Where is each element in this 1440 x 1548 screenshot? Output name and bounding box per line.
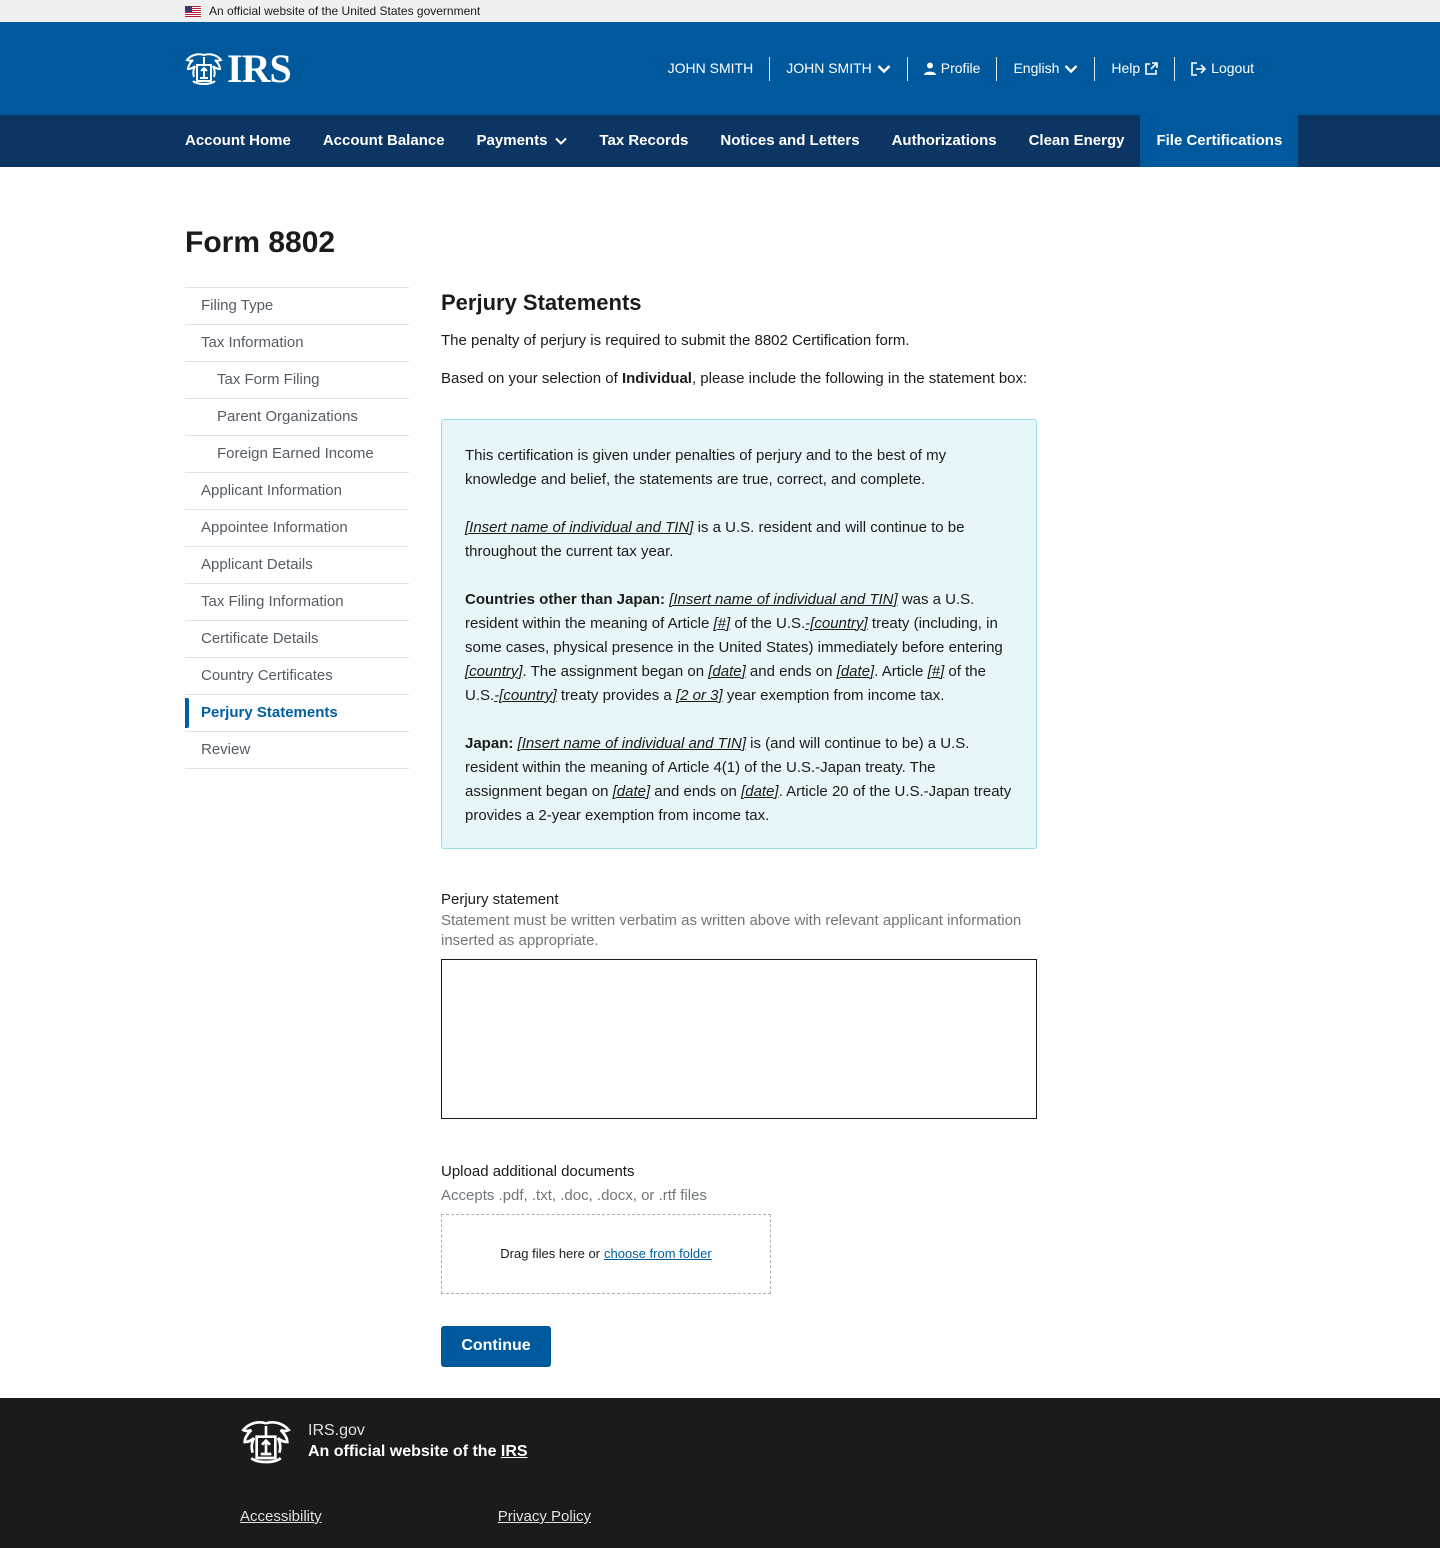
placeholder-years: [2 or 3] xyxy=(675,686,723,704)
chevron-down-icon xyxy=(1064,64,1078,74)
nav-label: Account Home xyxy=(185,131,291,149)
nav-authorizations[interactable] xyxy=(876,115,1013,167)
us-flag-icon xyxy=(185,6,201,17)
page-title: Form 8802 xyxy=(185,226,336,259)
site-header xyxy=(0,22,1440,115)
footer-official-prefix: An official website of the xyxy=(308,1443,501,1460)
sidenav-label: Applicant Information xyxy=(201,481,342,499)
sidenav-item-tax-filing-information[interactable] xyxy=(185,584,409,621)
placeholder-date: [date] xyxy=(741,782,779,800)
profile-link[interactable] xyxy=(907,57,997,81)
nav-account-balance[interactable] xyxy=(307,115,461,167)
sidenav-item-applicant-details[interactable] xyxy=(185,547,409,584)
nav-label: Clean Energy xyxy=(1028,131,1125,149)
statement-heading: Japan: xyxy=(465,734,514,752)
statement-text: is a U.S. resident and will continue to be throughout the current tax year. xyxy=(465,518,965,560)
nav-label: Payments xyxy=(476,131,548,149)
selection-text xyxy=(441,368,1037,391)
main-nav xyxy=(0,115,1440,167)
chevron-down-icon xyxy=(555,137,567,145)
selection-prefix: Based on your selection of xyxy=(441,370,622,388)
statement-template-callout xyxy=(441,419,1037,849)
nav-label: Authorizations xyxy=(891,131,997,149)
site-footer xyxy=(0,1398,1440,1548)
section-title: Perjury Statements xyxy=(441,290,642,315)
language-dropdown[interactable] xyxy=(996,57,1094,81)
sidenav-label: Perjury Statements xyxy=(201,703,338,721)
dropzone-text: Drag files here or xyxy=(500,1245,601,1261)
sidenav-label: Applicant Details xyxy=(201,555,313,573)
nav-payments[interactable] xyxy=(461,115,584,167)
statement-text: of the U.S. xyxy=(730,614,806,632)
placeholder-country: -[country] xyxy=(805,614,868,632)
logout-icon xyxy=(1191,62,1206,76)
nav-clean-energy[interactable] xyxy=(1013,115,1141,167)
footer-privacy-link[interactable]: Privacy Policy xyxy=(497,1508,592,1525)
statement-text: . The assignment began on xyxy=(522,662,709,680)
nav-notices-letters[interactable] xyxy=(704,115,875,167)
statement-text: is (and will continue to be) a U.S. resident within the meaning of Article 4(1) of the U.S.-Japan treaty. The assignment began on xyxy=(465,734,970,800)
sidenav-item-foreign-earned-income[interactable] xyxy=(185,436,409,473)
sidenav-item-country-certificates[interactable] xyxy=(185,658,409,695)
placeholder-date: [date] xyxy=(708,662,746,680)
nav-file-certifications[interactable] xyxy=(1140,115,1298,167)
language-label: English xyxy=(1013,60,1060,76)
main-form xyxy=(441,285,1037,1367)
sidenav-label: Tax Information xyxy=(201,333,304,351)
statement-paragraph-japan xyxy=(465,732,1013,828)
intro-text: The penalty of perjury is required to submit the 8802 Certification form. xyxy=(441,331,910,349)
sidenav-label: Tax Filing Information xyxy=(201,592,344,610)
statement-text: year exemption from income tax. xyxy=(722,686,945,704)
sidenav-item-parent-organizations[interactable] xyxy=(185,399,409,436)
nav-tax-records[interactable] xyxy=(583,115,704,167)
user-name-link[interactable] xyxy=(652,57,770,81)
footer-site-name: IRS.gov xyxy=(308,1422,365,1440)
person-icon xyxy=(924,62,936,75)
utility-nav xyxy=(652,57,1254,81)
sidenav-label: Filing Type xyxy=(201,296,274,314)
placeholder-article: [#] xyxy=(927,662,945,680)
selection-value: Individual xyxy=(621,370,692,388)
footer-brand-text xyxy=(308,1421,528,1463)
placeholder-country: [country] xyxy=(465,662,523,680)
statement-paragraph-non-japan xyxy=(465,588,1013,708)
logo-text: IRS xyxy=(227,45,291,91)
logout-label: Logout xyxy=(1211,60,1254,76)
side-nav xyxy=(185,287,409,769)
statement-text: and ends on xyxy=(650,782,742,800)
help-link[interactable] xyxy=(1094,57,1174,81)
nav-label: File Certifications xyxy=(1156,131,1283,149)
external-link-icon xyxy=(1145,62,1158,75)
statement-paragraph-general: This certification is given under penalties of perjury and to the best of my knowledge and belief, the statements are true, correct, and complete. xyxy=(465,446,947,488)
profile-label: Profile xyxy=(940,60,981,76)
footer-links xyxy=(240,1506,591,1529)
perjury-statement-label: Perjury statement xyxy=(441,890,559,908)
sidenav-label: Appointee Information xyxy=(201,518,348,536)
chevron-down-icon xyxy=(877,64,891,74)
sidenav-item-tax-information[interactable] xyxy=(185,325,409,362)
irs-eagle-icon xyxy=(185,51,223,87)
placeholder-article: [#] xyxy=(713,614,731,632)
sidenav-label: Review xyxy=(201,740,251,758)
placeholder-date: [date] xyxy=(836,662,875,680)
nav-account-home[interactable] xyxy=(169,115,307,167)
nav-label: Notices and Letters xyxy=(720,131,860,149)
help-label: Help xyxy=(1111,60,1141,76)
footer-official-text xyxy=(308,1442,528,1463)
placeholder-name-tin: [Insert name of individual and TIN] xyxy=(669,590,898,608)
continue-button[interactable]: Continue xyxy=(441,1326,551,1367)
user-name-label: JOHN SMITH xyxy=(667,60,754,76)
statement-text: treaty provides a xyxy=(556,686,676,704)
irs-eagle-icon xyxy=(240,1418,292,1466)
page-content xyxy=(0,167,1440,1398)
gov-banner-text: An official website of the United States government xyxy=(209,4,481,18)
statement-text: and ends on xyxy=(745,662,837,680)
choose-from-folder-link[interactable]: choose from folder xyxy=(604,1245,712,1261)
sidenav-label: Parent Organizations xyxy=(217,407,358,425)
sidenav-item-filing-type[interactable] xyxy=(185,288,409,325)
sidenav-label: Foreign Earned Income xyxy=(217,444,374,462)
logout-link[interactable] xyxy=(1174,57,1254,81)
sidenav-item-appointee-information[interactable] xyxy=(185,510,409,547)
irs-logo[interactable] xyxy=(185,45,291,91)
gov-banner xyxy=(0,0,1440,22)
sidenav-item-perjury-statements[interactable] xyxy=(185,695,409,732)
sidenav-item-certificate-details[interactable] xyxy=(185,621,409,658)
upload-label: Upload additional documents xyxy=(441,1162,635,1180)
sidenav-item-applicant-information[interactable] xyxy=(185,473,409,510)
nav-label: Tax Records xyxy=(599,131,689,149)
file-dropzone[interactable] xyxy=(441,1214,771,1294)
perjury-statement-hint: Statement must be written verbatim as written above with relevant applicant information inserted as appropriate. xyxy=(441,911,1022,949)
sidenav-label: Tax Form Filing xyxy=(217,370,320,388)
footer-brand xyxy=(240,1418,528,1466)
nav-label: Account Balance xyxy=(322,131,445,149)
statement-heading: Countries other than Japan: xyxy=(465,590,666,608)
placeholder-date: [date] xyxy=(612,782,651,800)
placeholder-name-tin: [Insert name of individual and TIN] xyxy=(465,518,694,536)
footer-accessibility-link[interactable]: Accessibility xyxy=(240,1508,322,1525)
sidenav-label: Certificate Details xyxy=(201,629,319,647)
sidenav-item-review[interactable] xyxy=(185,732,409,769)
sidenav-label: Country Certificates xyxy=(201,666,333,684)
statement-text: treaty (including, in some cases, physical presence in the United States) immediately before entering xyxy=(465,614,1003,656)
upload-hint: Accepts .pdf, .txt, .doc, .docx, or .rtf files xyxy=(441,1186,707,1204)
sidenav-item-tax-form-filing[interactable] xyxy=(185,362,409,399)
user-menu-dropdown[interactable] xyxy=(769,57,907,81)
statement-text: . Article xyxy=(874,662,928,680)
statement-text: . Article 20 of the U.S.-Japan treaty provides a 2-year exemption from income tax. xyxy=(465,782,1012,824)
statement-text: of the U.S. xyxy=(465,662,986,704)
statement-text: was a U.S. resident within the meaning of Article xyxy=(465,590,975,632)
footer-agency-link[interactable]: IRS xyxy=(500,1443,528,1460)
placeholder-country: -[country] xyxy=(494,686,557,704)
user-menu-label: JOHN SMITH xyxy=(786,60,872,76)
statement-paragraph-resident xyxy=(465,516,1013,564)
perjury-statement-textarea[interactable] xyxy=(441,959,1037,1119)
selection-suffix: , please include the following in the statement box: xyxy=(691,370,1028,388)
placeholder-name-tin: [Insert name of individual and TIN] xyxy=(517,734,746,752)
